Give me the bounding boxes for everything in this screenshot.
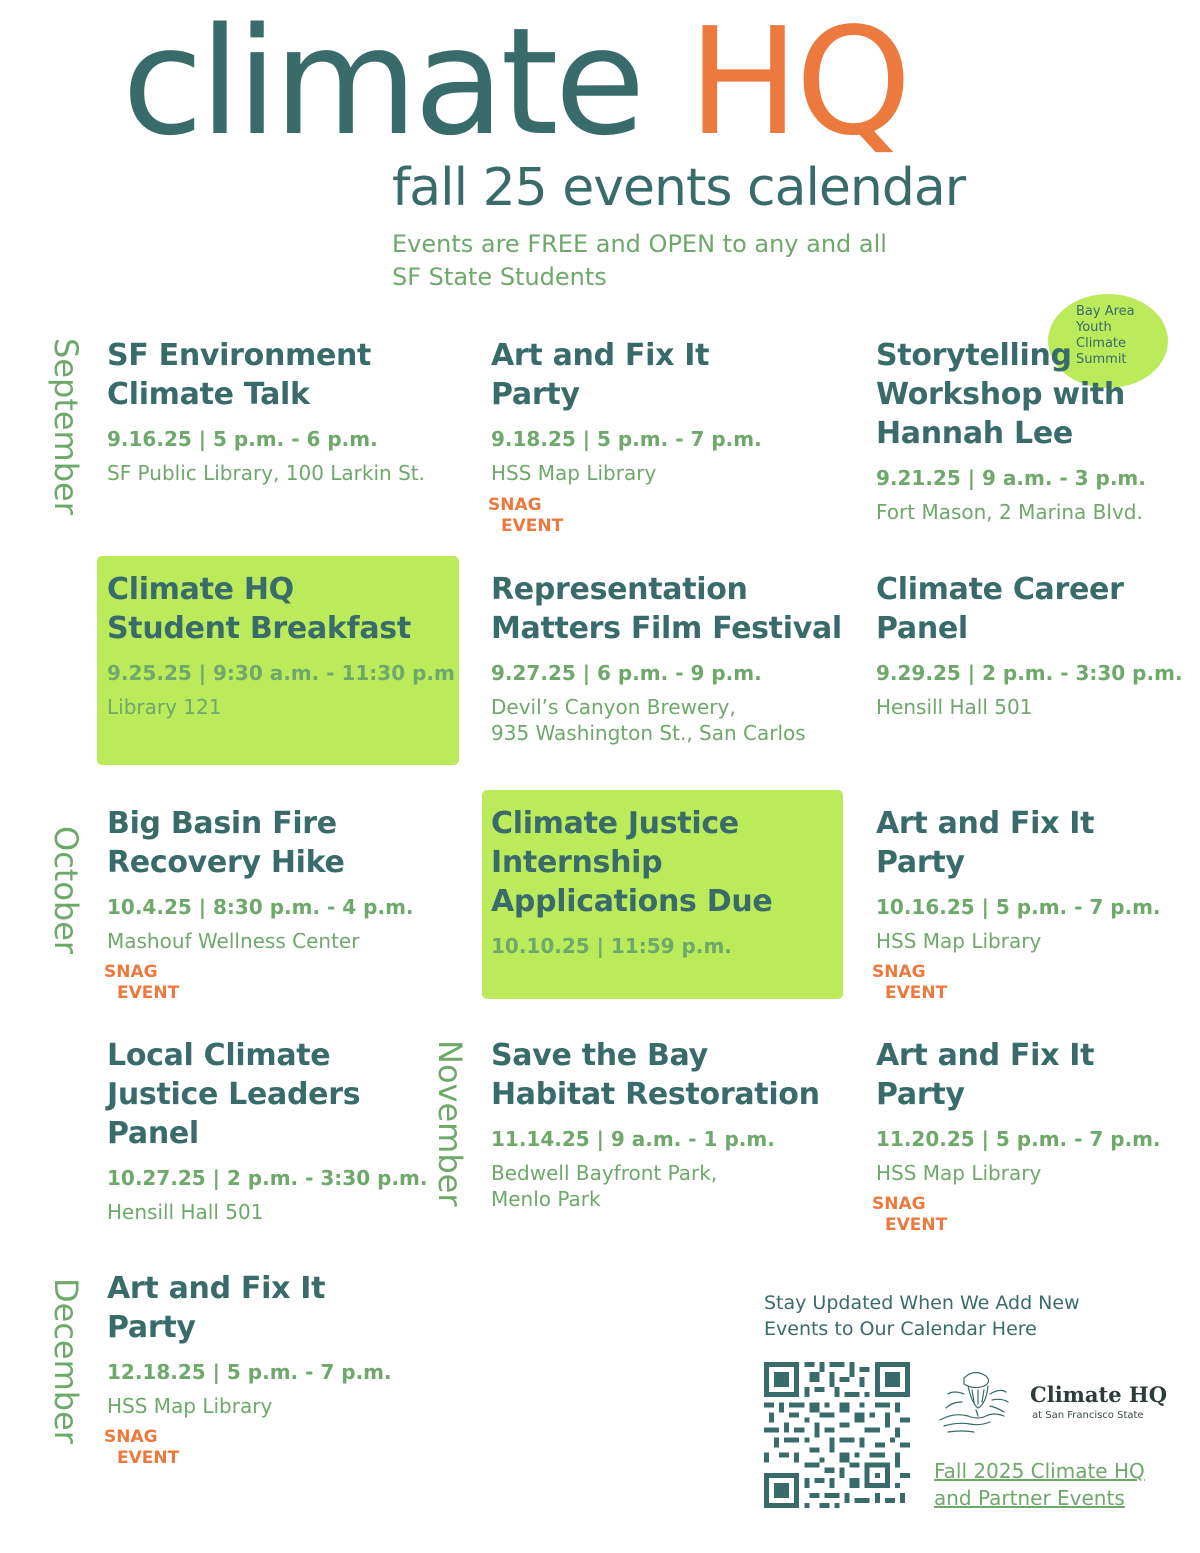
event-title-line: Climate HQ	[107, 572, 294, 607]
month-december: December	[47, 1278, 85, 1444]
snag-line: SNAG	[104, 962, 158, 982]
month-november: November	[431, 1040, 469, 1207]
snag-line: EVENT	[501, 516, 564, 536]
event-title	[107, 804, 414, 882]
event-title	[876, 336, 1146, 453]
month-september: September	[47, 338, 85, 515]
intro-line-2: SF State Students	[392, 263, 607, 291]
snag-event-label	[104, 962, 179, 1004]
event-climate-career-panel	[876, 570, 1183, 720]
event-location: Hensill Hall 501	[876, 695, 1033, 719]
event-title	[491, 570, 842, 648]
event-location-line: Menlo Park	[491, 1187, 601, 1211]
event-title-line: SF Environment	[107, 338, 372, 373]
event-datetime: 9.16.25 | 5 p.m. - 6 p.m.	[107, 427, 378, 451]
event-title-line: Hannah Lee	[876, 416, 1073, 451]
badge-line: Climate	[1076, 336, 1127, 351]
event-title-line: Matters Film Festival	[491, 611, 842, 646]
event-datetime: 11.14.25 | 9 a.m. - 1 p.m.	[491, 1127, 775, 1151]
event-representation-film-festival	[491, 570, 842, 746]
event-title-line: Party	[107, 1310, 196, 1345]
logo-subtitle: at San Francisco State	[1032, 1410, 1144, 1421]
event-title-line: Panel	[876, 611, 968, 646]
event-datetime: 10.4.25 | 8:30 p.m. - 4 p.m.	[107, 895, 414, 919]
stay-updated-line: Events to Our Calendar Here	[764, 1318, 1037, 1340]
snag-event-label	[872, 962, 947, 1004]
event-title-line: Recovery Hike	[107, 845, 345, 880]
event-title-line: Workshop with	[876, 377, 1125, 412]
snag-line: SNAG	[104, 1427, 158, 1447]
event-title-line: Internship	[491, 845, 663, 880]
snag-event-label	[104, 1427, 179, 1469]
event-title	[107, 1036, 427, 1153]
event-title	[107, 1269, 392, 1347]
event-datetime: 10.10.25 | 11:59 p.m.	[491, 934, 732, 958]
event-title	[491, 1036, 820, 1114]
event-title	[876, 804, 1161, 882]
event-title-line: Local Climate	[107, 1038, 331, 1073]
event-title-line: Art and Fix It	[491, 338, 710, 373]
event-title-line: Habitat Restoration	[491, 1077, 820, 1112]
event-title-line: Art and Fix It	[876, 806, 1095, 841]
event-location: HSS Map Library	[107, 1394, 273, 1418]
snag-line: EVENT	[885, 983, 948, 1003]
event-location: Mashouf Wellness Center	[107, 929, 360, 953]
event-datetime: 9.21.25 | 9 a.m. - 3 p.m.	[876, 466, 1146, 490]
qr-code[interactable]	[764, 1362, 910, 1508]
event-location: Fort Mason, 2 Marina Blvd.	[876, 500, 1143, 524]
event-location-line: Devil’s Canyon Brewery,	[491, 695, 736, 719]
event-title	[491, 336, 762, 414]
event-datetime: 11.20.25 | 5 p.m. - 7 p.m.	[876, 1127, 1161, 1151]
badge-line: Summit	[1076, 352, 1127, 367]
event-datetime: 10.16.25 | 5 p.m. - 7 p.m.	[876, 895, 1161, 919]
event-title-line: Climate Career	[876, 572, 1124, 607]
event-title	[107, 570, 455, 648]
climate-hq-logo-icon	[934, 1364, 1024, 1444]
event-title-line: Big Basin Fire	[107, 806, 337, 841]
event-internship-applications	[491, 804, 772, 959]
event-title	[876, 1036, 1161, 1114]
snag-event-label	[488, 495, 563, 537]
event-title-line: Applications Due	[491, 884, 773, 919]
partner-events-link-line[interactable]: Fall 2025 Climate HQ	[934, 1459, 1145, 1483]
event-art-fix-it-1218	[107, 1269, 392, 1419]
event-title-line: Party	[876, 1077, 965, 1112]
event-title-line: Art and Fix It	[107, 1271, 326, 1306]
event-title-line: Panel	[107, 1116, 199, 1151]
event-location-line: Bedwell Bayfront Park,	[491, 1161, 718, 1185]
event-title-line: Art and Fix It	[876, 1038, 1095, 1073]
event-title-line: Justice Leaders	[107, 1077, 361, 1112]
event-datetime: 12.18.25 | 5 p.m. - 7 p.m.	[107, 1360, 392, 1384]
stay-updated-line: Stay Updated When We Add New	[764, 1292, 1080, 1314]
event-location: HSS Map Library	[876, 1161, 1042, 1185]
event-location: HSS Map Library	[876, 929, 1042, 953]
badge-line: Bay Area	[1076, 304, 1135, 319]
page-subtitle: fall 25 events calendar	[392, 158, 966, 218]
snag-line: EVENT	[117, 1448, 180, 1468]
event-title	[107, 336, 425, 414]
event-title-line: Storytelling	[876, 338, 1072, 373]
partner-events-link-line[interactable]: and Partner Events	[934, 1486, 1125, 1510]
event-big-basin-hike	[107, 804, 414, 954]
event-location: HSS Map Library	[491, 461, 657, 485]
stay-updated-text	[764, 1290, 1124, 1342]
snag-line: SNAG	[488, 495, 542, 515]
event-title-line: Save the Bay	[491, 1038, 708, 1073]
snag-line: SNAG	[872, 962, 926, 982]
event-art-fix-it-1016	[876, 804, 1161, 954]
event-datetime: 9.27.25 | 6 p.m. - 9 p.m.	[491, 661, 762, 685]
event-datetime: 9.29.25 | 2 p.m. - 3:30 p.m.	[876, 661, 1183, 685]
badge-line: Youth	[1076, 320, 1112, 335]
event-save-the-bay	[491, 1036, 820, 1212]
snag-line: EVENT	[885, 1215, 948, 1235]
intro-text	[392, 228, 952, 294]
logo-name: Climate HQ	[1030, 1382, 1168, 1407]
event-location-line: 935 Washington St., San Carlos	[491, 721, 806, 745]
event-datetime: 9.25.25 | 9:30 a.m. - 11:30 p.m	[107, 661, 455, 685]
title-hq: HQ	[688, 0, 908, 168]
snag-line: SNAG	[872, 1194, 926, 1214]
event-title	[491, 804, 772, 921]
event-location: Hensill Hall 501	[107, 1200, 264, 1224]
event-art-fix-it-918	[491, 336, 762, 486]
snag-event-label	[872, 1194, 947, 1236]
partner-events-link[interactable]	[934, 1458, 1184, 1512]
title-climate: climate	[122, 0, 642, 168]
event-location: Library 121	[107, 695, 222, 719]
intro-line-1: Events are FREE and OPEN to any and all	[392, 230, 887, 258]
event-title-line: Representation	[491, 572, 748, 607]
event-datetime: 9.18.25 | 5 p.m. - 7 p.m.	[491, 427, 762, 451]
event-local-leaders-panel	[107, 1036, 427, 1225]
event-location	[491, 1160, 820, 1212]
event-title-line: Climate Talk	[107, 377, 310, 412]
event-student-breakfast	[107, 570, 455, 720]
event-art-fix-it-1120	[876, 1036, 1161, 1186]
snag-line: EVENT	[117, 983, 180, 1003]
event-title-line: Student Breakfast	[107, 611, 411, 646]
event-title-line: Climate Justice	[491, 806, 739, 841]
event-title	[876, 570, 1183, 648]
event-sf-environment-talk	[107, 336, 425, 486]
event-datetime: 10.27.25 | 2 p.m. - 3:30 p.m.	[107, 1166, 428, 1190]
event-title-line: Party	[491, 377, 580, 412]
event-location: SF Public Library, 100 Larkin St.	[107, 461, 425, 485]
month-october: October	[47, 826, 85, 955]
event-location	[491, 694, 842, 746]
event-storytelling-workshop	[876, 336, 1146, 525]
event-title-line: Party	[876, 845, 965, 880]
